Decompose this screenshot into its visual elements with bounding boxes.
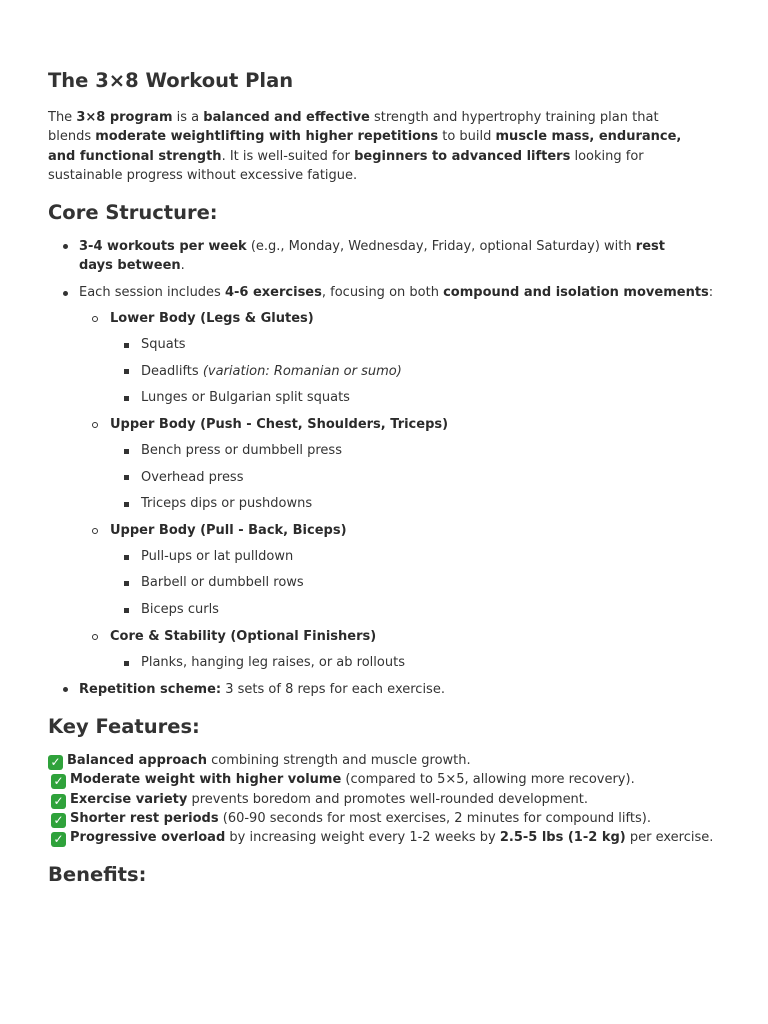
exercise-item: Barbell or dumbbell rows bbox=[141, 575, 304, 590]
exercise-item: Lunges or Bulgarian split squats bbox=[141, 390, 350, 405]
intro-bold: balanced and effective bbox=[203, 110, 370, 125]
key-features-heading: Key Features: bbox=[48, 715, 200, 738]
feature-bold: Exercise variety bbox=[70, 792, 188, 807]
feature-item bbox=[51, 770, 635, 789]
item-text: . bbox=[180, 258, 185, 273]
group-label-text: Upper Body (Pull - Back, Biceps) bbox=[110, 523, 347, 538]
feature-text: (60-90 seconds for most exercises, 2 minutes for compound lifts). bbox=[218, 811, 651, 826]
intro-paragraph bbox=[48, 108, 698, 185]
intro-text: strength and hypertrophy training plan that blends bbox=[48, 110, 659, 145]
intro-text: The bbox=[48, 110, 77, 125]
intro-bold: muscle mass, endurance, and functional strength bbox=[48, 129, 682, 164]
check-mark-icon: ✓ bbox=[51, 832, 66, 847]
bullet-square bbox=[124, 343, 129, 348]
bullet-square bbox=[124, 369, 129, 374]
intro-bold: beginners to advanced lifters bbox=[354, 148, 571, 164]
item-bold: Repetition scheme: bbox=[79, 682, 222, 697]
exercise-item: Planks, hanging leg raises, or ab rollouts bbox=[141, 655, 405, 670]
feature-text: prevents boredom and promotes well-rounded development. bbox=[187, 792, 589, 807]
feature-bold: Shorter rest periods bbox=[70, 811, 219, 826]
intro-bold: moderate weightlifting with higher repetitions bbox=[95, 129, 439, 145]
page-title: The 3×8 Workout Plan bbox=[48, 69, 294, 92]
bullet-square bbox=[124, 608, 129, 613]
item-text: 3 sets of 8 reps for each exercise. bbox=[221, 682, 445, 697]
core-item-exercises bbox=[79, 283, 713, 302]
item-bold: compound and isolation movements bbox=[443, 285, 709, 300]
feature-text: by increasing weight every 1-2 weeks by bbox=[225, 830, 500, 845]
feature-item bbox=[51, 790, 588, 809]
group-label-text: Core & Stability (Optional Finishers) bbox=[110, 629, 377, 644]
bullet-square bbox=[124, 396, 129, 401]
core-item-repetition bbox=[79, 680, 445, 699]
bullet-square bbox=[124, 475, 129, 480]
exercise-variation-note: (variation: Romanian or sumo) bbox=[202, 364, 402, 379]
exercise-text: Deadlifts bbox=[141, 364, 199, 379]
intro-text: is a bbox=[172, 110, 204, 125]
check-mark-icon: ✓ bbox=[51, 813, 66, 828]
intro-text: looking for sustainable progress without excessive fatigue. bbox=[48, 148, 644, 183]
check-mark-icon: ✓ bbox=[51, 794, 66, 809]
exercise-item: Pull-ups or lat pulldown bbox=[141, 549, 294, 564]
item-bold: rest days between bbox=[79, 239, 665, 273]
bullet-square bbox=[124, 555, 129, 560]
item-text: (e.g., Monday, Wednesday, Friday, optional Saturday) with bbox=[246, 239, 636, 254]
feature-item bbox=[51, 828, 713, 847]
feature-text: per exercise. bbox=[625, 830, 714, 845]
group-label-core bbox=[110, 627, 376, 646]
exercise-item: Squats bbox=[141, 337, 186, 352]
feature-text: (compared to 5×5, allowing more recovery). bbox=[341, 772, 635, 787]
core-structure-heading: Core Structure: bbox=[48, 201, 218, 224]
item-text: : bbox=[708, 285, 714, 300]
benefits-heading: Benefits: bbox=[48, 863, 147, 886]
exercise-item: Bench press or dumbbell press bbox=[141, 443, 342, 458]
bullet-disc bbox=[63, 687, 68, 692]
intro-bold: 3×8 program bbox=[76, 110, 173, 125]
bullet-disc bbox=[63, 291, 68, 296]
bullet-square bbox=[124, 502, 129, 507]
exercise-item: Biceps curls bbox=[141, 602, 219, 617]
group-label-text: Upper Body (Push - Chest, Shoulders, Triceps) bbox=[110, 417, 449, 432]
group-label-upper-pull bbox=[110, 521, 347, 540]
feature-item bbox=[48, 751, 471, 770]
feature-text: combining strength and muscle growth. bbox=[206, 753, 471, 768]
intro-text: to build bbox=[438, 129, 496, 145]
bullet-square bbox=[124, 581, 129, 586]
item-bold: 3-4 workouts per week bbox=[79, 239, 247, 254]
bullet-circle bbox=[92, 316, 98, 322]
item-bold: 4-6 exercises bbox=[224, 285, 322, 300]
bullet-circle bbox=[92, 422, 98, 428]
exercise-item: Overhead press bbox=[141, 470, 244, 485]
item-text: Each session includes bbox=[79, 285, 225, 300]
bullet-square bbox=[124, 661, 129, 666]
bullet-square bbox=[124, 449, 129, 454]
bullet-circle bbox=[92, 528, 98, 534]
exercise-item: Triceps dips or pushdowns bbox=[141, 496, 313, 511]
feature-bold: 2.5-5 lbs (1-2 kg) bbox=[499, 830, 626, 845]
intro-text: . It is well-suited for bbox=[221, 148, 355, 164]
item-text: , focusing on both bbox=[321, 285, 444, 300]
bullet-disc bbox=[63, 244, 68, 249]
check-mark-icon: ✓ bbox=[48, 755, 63, 770]
feature-bold: Progressive overload bbox=[70, 830, 226, 845]
bullet-circle bbox=[92, 634, 98, 640]
core-item-workouts bbox=[79, 237, 679, 275]
feature-item bbox=[51, 809, 651, 828]
group-label-upper-push bbox=[110, 415, 448, 434]
group-label-lower-body bbox=[110, 309, 314, 328]
feature-bold: Balanced approach bbox=[67, 753, 207, 768]
exercise-item bbox=[141, 362, 402, 381]
feature-bold: Moderate weight with higher volume bbox=[70, 772, 342, 787]
group-label-text: Lower Body (Legs & Glutes) bbox=[110, 311, 314, 326]
check-mark-icon: ✓ bbox=[51, 774, 66, 789]
